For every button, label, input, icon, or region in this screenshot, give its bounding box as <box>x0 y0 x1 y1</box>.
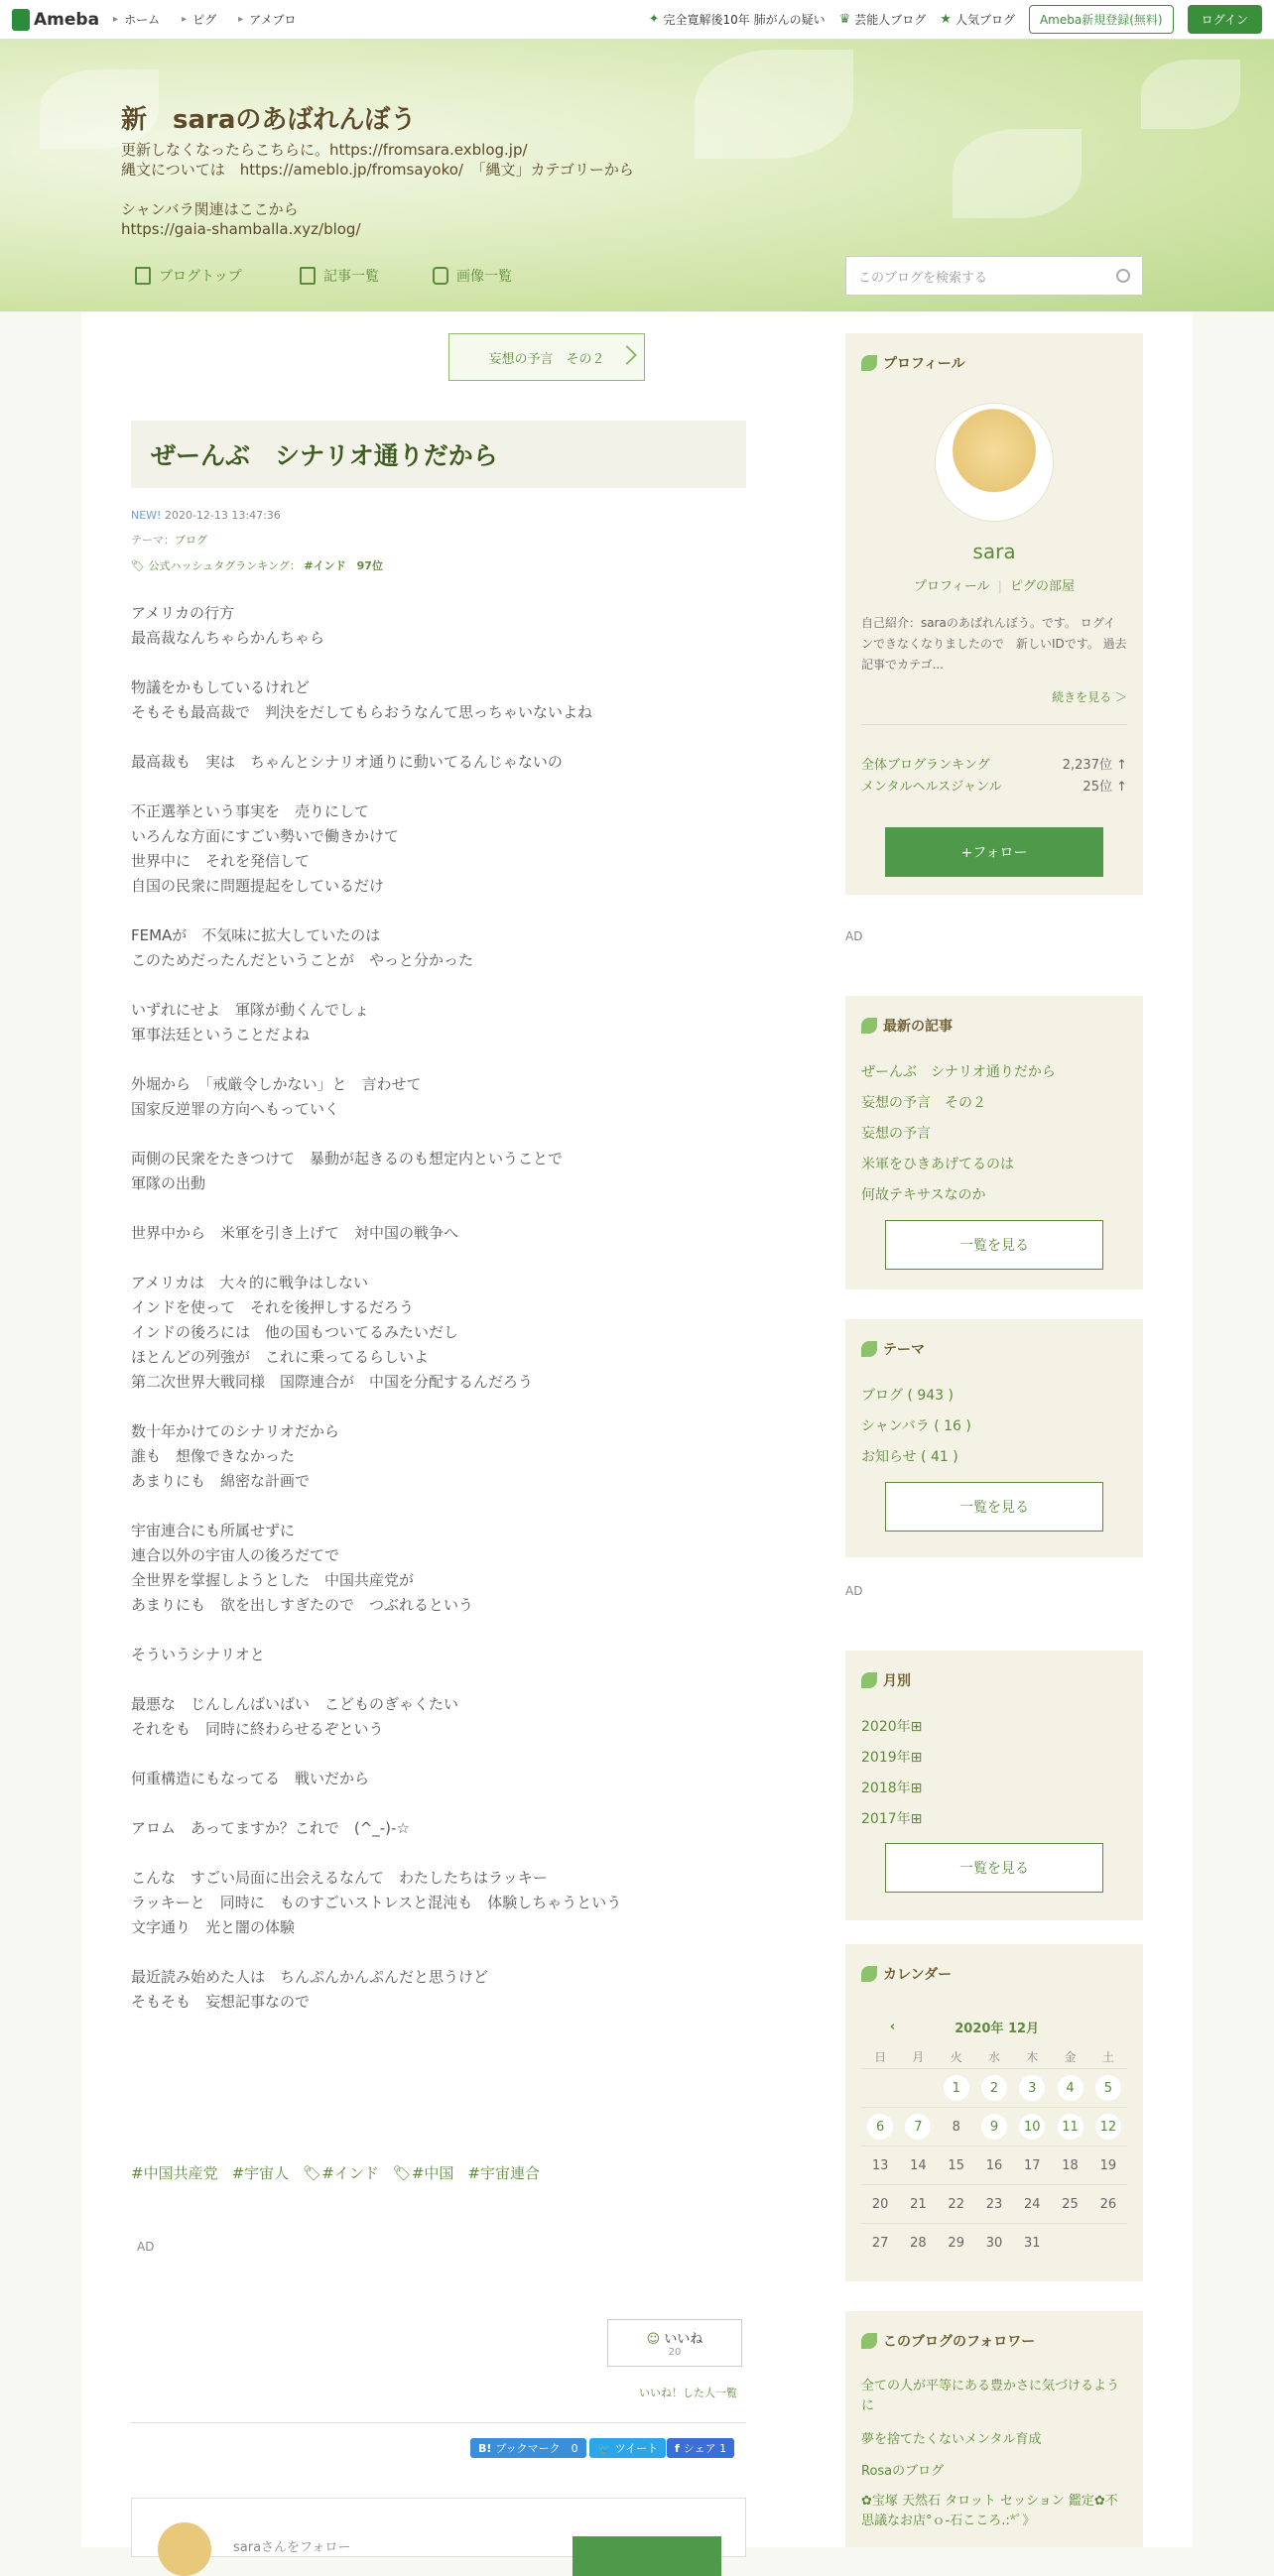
search-icon[interactable] <box>1116 269 1130 283</box>
calendar-day[interactable] <box>1089 2107 1127 2146</box>
calendar-grid <box>861 2044 1127 2262</box>
popular-blog-label: 人気ブログ <box>955 13 1015 27</box>
expand-icon[interactable]: ⊞ <box>910 1719 923 1735</box>
prev-month-icon[interactable]: ‹ <box>889 2020 896 2034</box>
calendar-day: 15 <box>938 2146 975 2184</box>
calendar-day-label: 2 <box>981 2075 1007 2101</box>
entry-text-line: いずれにせよ 軍隊が動くんでしょ <box>131 1001 370 1019</box>
hashtag-link[interactable]: #中国共産党 <box>131 2164 218 2182</box>
profile-avatar[interactable] <box>935 403 1054 522</box>
calendar-day-label: 9 <box>981 2114 1007 2140</box>
theme-link[interactable]: シャンバラ ( 16 ) <box>861 1418 971 1434</box>
profile-name[interactable]: sara <box>972 540 1016 563</box>
entry-text-line: 自国の民衆に問題提起をしているだけ <box>131 877 385 895</box>
entry-text-line: 世界中に それを発信して <box>131 852 311 870</box>
calendar-day-label: 4 <box>1058 2075 1083 2101</box>
themes-more-button[interactable]: 一覧を見る <box>885 1482 1103 1532</box>
paragraph-gap <box>131 1047 746 1072</box>
calendar-empty-cell <box>899 2068 937 2107</box>
twitter-icon: 🐦 <box>597 2441 611 2455</box>
month-link[interactable] <box>861 1716 922 1736</box>
nav-home[interactable] <box>113 11 160 28</box>
monthly-widget <box>845 1651 1143 1920</box>
entry-text-line: 第二次世界大戦同様 国際連合が 中国を分配するんだろう <box>131 1373 534 1391</box>
follower-link[interactable]: 全ての人が平等にある豊かさに気づけるように <box>861 2379 1120 2413</box>
calendar-day-label: 6 <box>867 2114 893 2140</box>
calendar-day: 26 <box>1089 2184 1127 2223</box>
leaf-icon <box>861 1341 877 1357</box>
chevron-right-icon: ▸ <box>113 14 119 25</box>
calendar-day-label: 5 <box>1095 2075 1121 2101</box>
calendar-weekday: 土 <box>1101 2049 1114 2064</box>
entry-text-line: 軍事法廷ということだよね <box>131 1026 311 1043</box>
recent-entry-link[interactable]: ぜーんぶ シナリオ通りだから <box>861 1064 1056 1080</box>
calendar-day: 24 <box>1013 2184 1051 2223</box>
profile-more-link[interactable]: 続きを見る ＞ <box>1052 690 1127 704</box>
search-placeholder: このブログを検索する <box>858 270 988 286</box>
expand-icon[interactable]: ⊞ <box>910 1750 923 1766</box>
ameba-fox-icon <box>12 9 30 31</box>
entry-text-line: インドを使って それを後押しするだろう <box>131 1298 415 1316</box>
entry-text-line: こんな すごい局面に出会えるなんて わたしたちはラッキー <box>131 1869 548 1887</box>
calendar-day: 13 <box>861 2146 899 2184</box>
nav-home-label: ホーム <box>124 13 161 27</box>
overall-ranking-value: 2,237位 ↑ <box>1062 758 1127 773</box>
leaf-icon <box>861 1018 877 1034</box>
tweet-button[interactable] <box>589 2438 666 2458</box>
calendar-day: 30 <box>975 2223 1013 2262</box>
entry-text-line: ラッキーと 同時に ものすごいストレスと混沌も 体験しちゃうという <box>131 1894 622 1911</box>
followers-widget <box>845 2311 1143 2547</box>
calendar-day: 27 <box>861 2223 899 2262</box>
entry-text-line: それをも 同時に終わらせるぞという <box>131 1720 384 1738</box>
nav-entry-list-label: 記事一覧 <box>323 269 379 285</box>
crown-icon: ♛ <box>838 12 851 27</box>
liked-users-link[interactable]: いいね！した人一覧 <box>639 2387 737 2399</box>
paragraph-gap <box>131 1196 746 1221</box>
theme-label: テーマ： <box>131 534 175 547</box>
ranking-label: 公式ハッシュタグランキング： <box>148 559 301 572</box>
entry-date <box>131 509 281 522</box>
calendar-heading <box>861 1964 952 1984</box>
entry-text-line: 文字通り 光と闇の体験 <box>131 1918 296 1936</box>
calendar-day: 28 <box>899 2223 937 2262</box>
nav-pigg-label: ピグ <box>192 13 217 27</box>
facebook-share-button[interactable] <box>667 2438 734 2458</box>
month-label: 2019年 <box>861 1750 911 1766</box>
calendar-weekday: 日 <box>874 2049 887 2064</box>
expand-icon[interactable]: ⊞ <box>910 1780 923 1796</box>
recent-entry-link[interactable]: 米軍をひきあげてるのは <box>861 1157 1014 1172</box>
follower-link[interactable]: 夢を捨てたくないメンタル育成 <box>861 2432 1042 2447</box>
ranking-link[interactable]: #インド 97位 <box>304 559 383 572</box>
decor-leaf <box>695 50 853 159</box>
nav-image-list-label: 画像一覧 <box>456 269 512 285</box>
nav-blog-top-label: ブログトップ <box>159 269 242 285</box>
calendar-day: 29 <box>938 2223 975 2262</box>
calendar-month: 2020年 12月 <box>955 2022 1040 2036</box>
leaf-icon <box>861 355 877 371</box>
entry-body <box>131 601 746 2015</box>
paragraph-gap <box>131 1122 746 1147</box>
entry-text-line: アロム あってますか？これで (^_-)-☆ <box>131 1819 410 1837</box>
entry-text-line: インドの後ろには 他の国もついてるみたいだし <box>131 1323 459 1341</box>
prev-entry-link[interactable] <box>448 333 645 381</box>
tag-icon: 🏷 <box>303 2164 322 2182</box>
copy-icon <box>300 267 316 285</box>
calendar-day[interactable] <box>861 2107 899 2146</box>
calendar <box>861 2018 1127 2262</box>
calendar-day-label: 7 <box>905 2114 931 2140</box>
profile-heading-label: プロフィール <box>883 356 965 372</box>
sparkle-icon: ✦ <box>648 12 660 27</box>
smile-icon: ☺ <box>646 2332 661 2347</box>
blog-search-input[interactable] <box>845 256 1143 296</box>
celebrity-blog-label: 芸能人ブログ <box>854 13 927 27</box>
calendar-day: 18 <box>1051 2146 1088 2184</box>
recent-more-button[interactable]: 一覧を見る <box>885 1220 1103 1270</box>
calendar-day[interactable] <box>1051 2107 1088 2146</box>
leaf-icon <box>861 2333 877 2349</box>
prev-entry-label: 妄想の予言 その２ <box>488 351 605 367</box>
camera-icon <box>433 267 448 285</box>
paragraph-gap <box>131 775 746 799</box>
month-link[interactable] <box>861 1778 922 1797</box>
entry-hashtags <box>131 2162 540 2183</box>
recent-entry-link[interactable]: 妄想の予言 <box>861 1126 931 1142</box>
top-bar <box>0 0 1274 40</box>
calendar-day-label: 12 <box>1095 2114 1121 2140</box>
calendar-day-label: 1 <box>944 2075 969 2101</box>
like-count: 20 <box>668 2347 682 2358</box>
entry-theme <box>131 532 207 548</box>
entry-text-line: 両側の民衆をたきつけて 暴動が起きるのも想定内ということで <box>131 1150 564 1167</box>
paragraph-gap <box>131 1791 746 1816</box>
recent-entries-widget <box>845 996 1143 1289</box>
decor-leaf <box>1141 60 1240 129</box>
calendar-day: 17 <box>1013 2146 1051 2184</box>
hashtag-ranking <box>131 557 383 573</box>
themes-heading <box>861 1339 925 1359</box>
hatena-bookmark-button[interactable] <box>470 2438 586 2458</box>
avatar <box>158 2522 211 2576</box>
entry-text-line: 不正選挙という事実を 売りにして <box>131 802 370 820</box>
calendar-day: 23 <box>975 2184 1013 2223</box>
entry-text-line: そういうシナリオと <box>131 1646 265 1663</box>
leaf-icon <box>861 1672 877 1688</box>
entry-text-line: 国家反逆罪の方向へもっていく <box>131 1100 340 1118</box>
calendar-day: 20 <box>861 2184 899 2223</box>
facebook-icon: f <box>675 2441 680 2455</box>
overall-ranking-label[interactable]: 全体ブログランキング <box>861 758 990 773</box>
nav-blog-top[interactable] <box>135 266 242 286</box>
ad-label: AD <box>845 1584 863 1598</box>
calendar-day[interactable] <box>1051 2068 1088 2107</box>
calendar-empty-cell <box>861 2068 899 2107</box>
popular-blog-link[interactable] <box>940 11 1015 28</box>
calendar-weekday: 木 <box>1026 2049 1039 2064</box>
month-link[interactable] <box>861 1808 922 1828</box>
entry-text-line: そもそも 妄想記事なので <box>131 1993 311 2011</box>
blog-title[interactable]: 新 saraのあばれんぼう <box>121 105 417 135</box>
paragraph-gap <box>131 1940 746 1965</box>
entry-text-line: いろんな方面にすごい勢いで働きかけて <box>131 827 400 845</box>
entry-text-line: 宇宙連合にも所属せずに <box>131 1522 296 1539</box>
entry-text-line: ほとんどの列強が これに乗ってるらしいよ <box>131 1348 430 1366</box>
month-label: 2018年 <box>861 1780 911 1796</box>
calendar-day: 31 <box>1013 2223 1051 2262</box>
star-icon: ★ <box>940 12 952 27</box>
entry-title[interactable]: ぜーんぶ シナリオ通りだから <box>131 421 746 488</box>
like-button[interactable] <box>607 2319 742 2367</box>
calendar-day[interactable] <box>975 2107 1013 2146</box>
profile-link[interactable]: プロフィール <box>913 579 990 594</box>
ameba-logo[interactable] <box>12 9 99 31</box>
nav-pigg[interactable] <box>182 11 216 28</box>
calendar-empty-cell <box>1051 2223 1088 2262</box>
themes-heading-label: テーマ <box>883 1342 925 1358</box>
paragraph-gap <box>131 651 746 675</box>
calendar-day[interactable] <box>1089 2068 1127 2107</box>
paragraph-gap <box>131 1618 746 1643</box>
entry-text-line: 最高裁も 実は ちゃんとシナリオ通りに動いてるんじゃないの <box>131 753 563 771</box>
theme-link[interactable]: お知らせ ( 41 ) <box>861 1449 958 1465</box>
followers-heading <box>861 2331 1035 2351</box>
entry-text-line: アメリカの行方 <box>131 604 234 622</box>
leaf-icon <box>861 1966 877 1982</box>
month-link[interactable] <box>861 1747 922 1767</box>
monthly-heading-label: 月別 <box>883 1673 911 1689</box>
paragraph-gap <box>131 1841 746 1866</box>
follow-card-label: saraさんをフォロー <box>233 2540 351 2555</box>
entry-text-line: 軍隊の出動 <box>131 1174 206 1192</box>
entry-datetime: 2020-12-13 13:47:36 <box>164 509 281 522</box>
entry-text-line: 数十年かけてのシナリオだから <box>131 1422 339 1440</box>
calendar-day[interactable] <box>1013 2068 1051 2107</box>
entry-text-line: このためだったんだということが やっと分かった <box>131 951 474 969</box>
recent-entry-link[interactable]: 何故テキサスなのか <box>861 1187 986 1203</box>
calendar-day: 25 <box>1051 2184 1088 2223</box>
calendar-weekday: 水 <box>987 2049 1000 2064</box>
profile-widget <box>845 333 1143 895</box>
expand-icon[interactable]: ⊞ <box>910 1811 923 1827</box>
paragraph-gap <box>131 973 746 998</box>
genre-ranking-label[interactable]: メンタルヘルスジャンル <box>861 780 1002 795</box>
entry-text-line: 最近読み始めた人は ちんぷんかんぷんだと思うけど <box>131 1968 489 1986</box>
tag-icon: 🏷 <box>392 2164 412 2182</box>
nav-image-list[interactable] <box>433 266 512 286</box>
entry-text-line: 連合以外の宇宙人の後ろだてで <box>131 1546 340 1564</box>
celebrity-blog-link[interactable] <box>839 11 927 28</box>
entry-text-line: アメリカは 大々的に戦争はしない <box>131 1274 368 1291</box>
entry-text-line: そもそも最高裁で 判決をだしてもらおうなんて思っちゃいないよね <box>131 703 593 721</box>
calendar-day: 8 <box>938 2107 975 2146</box>
paragraph-gap <box>131 1742 746 1767</box>
ad-label: AD <box>845 929 863 943</box>
genre-ranking-value: 25位 ↑ <box>1083 780 1127 795</box>
blog-description: 更新しなくなったらこちらに。https://fromsara.exblog.jp/ 縄文については https://ameblo.jp/fromsayoko/ 「縄文」カテゴリーから シャンバラ関連はここから https://gaia-shamballa.xyz/blog/ <box>121 141 634 238</box>
month-label: 2017年 <box>861 1811 911 1827</box>
follow-button[interactable]: +フォロー <box>885 827 1103 877</box>
month-label: 2020年 <box>861 1719 911 1735</box>
register-button[interactable]: Ameba新規登録(無料) <box>1029 5 1174 34</box>
entry-text-line: 世界中から 米軍を引き上げて 対中国の戦争へ <box>131 1224 459 1242</box>
paragraph-gap <box>131 1246 746 1271</box>
calendar-day[interactable] <box>975 2068 1013 2107</box>
recent-entry-link[interactable]: 妄想の予言 その２ <box>861 1095 986 1111</box>
trending-label: 完全寛解後10年 肺がんの疑い <box>663 13 826 27</box>
profile-links: プロフィール | ピグの部屋 <box>913 579 1076 594</box>
themes-widget <box>845 1319 1143 1557</box>
entry-text-line: 最悪な じんしんばいばい こどものぎゃくたい <box>131 1695 459 1713</box>
entry-text-line: FEMAが 不気味に拡大していたのは <box>131 926 381 944</box>
hashtag-label: #中国 <box>411 2164 454 2182</box>
calendar-day: 16 <box>975 2146 1013 2184</box>
followers-heading-label: このブログのフォロワー <box>883 2334 1036 2350</box>
tag-icon: 🏷 <box>131 559 145 572</box>
new-badge: NEW! <box>131 509 162 522</box>
chevron-right-icon <box>617 345 637 365</box>
nav-ameblo-label: アメブロ <box>249 13 297 27</box>
hashtag-link[interactable] <box>393 2162 454 2183</box>
decor-leaf <box>953 129 1082 218</box>
paragraph-gap <box>131 1494 746 1519</box>
recent-heading-label: 最新の記事 <box>883 1019 953 1035</box>
hashtag-link[interactable]: #宇宙人 <box>231 2164 290 2182</box>
paragraph-gap <box>131 725 746 750</box>
trending-link[interactable] <box>649 11 826 28</box>
calendar-day: 21 <box>899 2184 937 2223</box>
calendar-weekday: 火 <box>950 2049 962 2064</box>
calendar-day[interactable] <box>938 2068 975 2107</box>
profile-heading <box>861 353 965 373</box>
calendar-weekday: 月 <box>912 2049 925 2064</box>
document-icon <box>135 267 151 285</box>
calendar-widget <box>845 1944 1143 2281</box>
login-button[interactable]: ログイン <box>1188 5 1262 34</box>
nav-ameblo[interactable] <box>238 11 296 28</box>
follow-card <box>131 2498 746 2557</box>
entry-text-line: 物議をかもしているけれど <box>131 678 311 696</box>
follower-link[interactable]: Rosaのブログ <box>861 2464 945 2479</box>
like-label: いいね <box>664 2332 703 2347</box>
paragraph-gap <box>131 899 746 923</box>
follower-link[interactable]: ✿宝塚 天然石 タロット セッション 鑑定✿不思議なお店°ｏ-石こころ.:*ﾟ》 <box>861 2494 1118 2528</box>
chevron-right-icon: ▸ <box>182 14 188 25</box>
calendar-day[interactable] <box>899 2107 937 2146</box>
divider <box>861 724 1127 725</box>
calendar-day[interactable] <box>1013 2107 1051 2146</box>
calendar-heading-label: カレンダー <box>883 1967 953 1983</box>
calendar-day-label: 3 <box>1019 2075 1045 2101</box>
monthly-more-button[interactable]: 一覧を見る <box>885 1843 1103 1893</box>
entry-text-line: あまりにも 綿密な計画で <box>131 1472 311 1490</box>
recent-heading <box>861 1016 953 1036</box>
calendar-day: 22 <box>938 2184 975 2223</box>
entry-text-line: 何重構造にもなってる 戦いだから <box>131 1770 370 1787</box>
theme-link[interactable]: ブログ ( 943 ) <box>861 1388 954 1404</box>
follow-card-button[interactable] <box>573 2536 721 2576</box>
hatena-icon: B! <box>478 2441 492 2455</box>
entry-text-line: 誰も 想像できなかった <box>131 1447 296 1465</box>
tweet-label: ツイート <box>614 2442 659 2455</box>
profile-intro: 自己紹介：saraのあばれんぼう。です。 ログインできなくなりましたので 新しいIDです。 過去記事でカテゴ... <box>861 616 1127 672</box>
hashtag-label: #インド <box>321 2164 379 2182</box>
logo-text: Ameba <box>34 9 100 30</box>
entry-text-line: 外堀から 「戒厳令しかない」と 言わせて <box>131 1075 422 1093</box>
calendar-weekday: 金 <box>1064 2049 1077 2064</box>
entry-text-line: 全世界を掌握しようとした 中国共産党が <box>131 1571 415 1589</box>
theme-link[interactable]: ブログ <box>175 534 207 547</box>
ad-label: AD <box>137 2240 155 2254</box>
divider <box>131 2422 746 2423</box>
monthly-heading <box>861 1670 911 1690</box>
calendar-day: 19 <box>1089 2146 1127 2184</box>
entry-text-line: 最高裁なんちゃらかんちゃら <box>131 629 325 647</box>
nav-entry-list[interactable] <box>300 266 379 286</box>
paragraph-gap <box>131 1395 746 1419</box>
pigg-room-link[interactable]: ピグの部屋 <box>1010 579 1076 594</box>
hatena-label: ブックマーク 0 <box>495 2442 578 2455</box>
calendar-day: 14 <box>899 2146 937 2184</box>
paragraph-gap <box>131 1667 746 1692</box>
calendar-empty-cell <box>1089 2223 1127 2262</box>
chevron-right-icon: ▸ <box>238 14 244 25</box>
entry-text-line: あまりにも 欲を出しすぎたので つぶれるという <box>131 1596 474 1614</box>
calendar-day-label: 11 <box>1058 2114 1083 2140</box>
facebook-label: シェア 1 <box>683 2442 727 2455</box>
calendar-day-label: 10 <box>1019 2114 1045 2140</box>
hashtag-link[interactable]: #宇宙連合 <box>467 2164 540 2182</box>
hashtag-link[interactable] <box>303 2162 379 2183</box>
